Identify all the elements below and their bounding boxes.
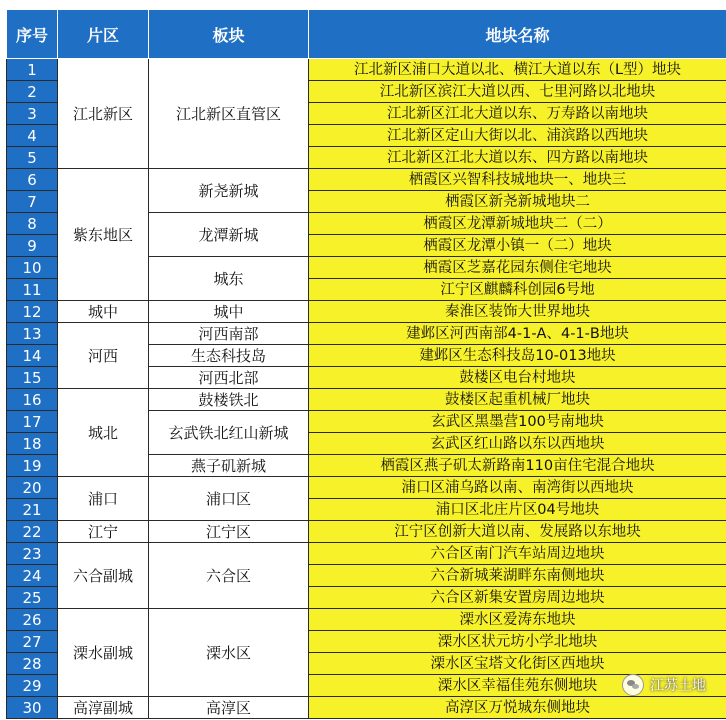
seq-cell: 7 xyxy=(7,191,58,213)
header-area: 片区 xyxy=(58,10,149,59)
parcel-name-cell: 建邺区生态科技岛10-013地块 xyxy=(309,345,726,367)
block-cell: 溧水区 xyxy=(149,609,309,697)
area-cell: 紫东地区 xyxy=(58,169,149,301)
header-seq: 序号 xyxy=(7,10,58,59)
parcel-name-cell: 六合区南门汽车站周边地块 xyxy=(309,543,726,565)
area-cell: 六合副城 xyxy=(58,543,149,609)
block-cell: 新尧新城 xyxy=(149,169,309,213)
parcel-name-cell: 浦口区北庄片区04号地块 xyxy=(309,499,726,521)
area-cell: 高淳副城 xyxy=(58,697,149,719)
parcel-name-cell: 栖霞区龙潭新城地块二（二） xyxy=(309,213,726,235)
seq-cell: 5 xyxy=(7,147,58,169)
parcel-name-cell: 建邺区河西南部4-1-A、4-1-B地块 xyxy=(309,323,726,345)
seq-cell: 11 xyxy=(7,279,58,301)
seq-cell: 30 xyxy=(7,697,58,719)
seq-cell: 19 xyxy=(7,455,58,477)
seq-cell: 4 xyxy=(7,125,58,147)
parcel-name-cell: 栖霞区芝嘉花园东侧住宅地块 xyxy=(309,257,726,279)
block-cell: 城东 xyxy=(149,257,309,301)
block-cell: 六合区 xyxy=(149,543,309,609)
parcel-name-cell: 溧水区幸福佳苑东侧地块 xyxy=(309,675,726,697)
table-row xyxy=(7,543,726,565)
area-cell: 江北新区 xyxy=(58,59,149,169)
parcel-name-cell: 鼓楼区起重机械厂地块 xyxy=(309,389,726,411)
parcel-name-cell: 江北新区江北大道以东、四方路以南地块 xyxy=(309,147,726,169)
parcel-name-cell: 江北新区定山大街以北、浦滨路以西地块 xyxy=(309,125,726,147)
table-body xyxy=(7,59,726,719)
area-cell: 河西 xyxy=(58,323,149,389)
table-row xyxy=(7,609,726,631)
seq-cell: 16 xyxy=(7,389,58,411)
seq-cell: 1 xyxy=(7,59,58,81)
block-cell: 江宁区 xyxy=(149,521,309,543)
seq-cell: 2 xyxy=(7,81,58,103)
block-cell: 燕子矶新城 xyxy=(149,455,309,477)
table-row xyxy=(7,301,726,323)
block-cell: 江北新区直管区 xyxy=(149,59,309,169)
seq-cell: 10 xyxy=(7,257,58,279)
parcel-name-cell: 六合区新集安置房周边地块 xyxy=(309,587,726,609)
seq-cell: 25 xyxy=(7,587,58,609)
block-cell: 龙潭新城 xyxy=(149,213,309,257)
seq-cell: 21 xyxy=(7,499,58,521)
header-parcel-name: 地块名称 xyxy=(309,10,726,59)
seq-cell: 29 xyxy=(7,675,58,697)
land-parcel-table xyxy=(6,9,726,719)
seq-cell: 8 xyxy=(7,213,58,235)
parcel-name-cell: 江北新区浦口大道以北、横江大道以东（L型）地块 xyxy=(309,59,726,81)
seq-cell: 9 xyxy=(7,235,58,257)
area-cell: 城北 xyxy=(58,389,149,477)
seq-cell: 24 xyxy=(7,565,58,587)
seq-cell: 22 xyxy=(7,521,58,543)
block-cell: 鼓楼铁北 xyxy=(149,389,309,411)
block-cell: 玄武铁北红山新城 xyxy=(149,411,309,455)
seq-cell: 27 xyxy=(7,631,58,653)
parcel-name-cell: 栖霞区龙潭小镇一（二）地块 xyxy=(309,235,726,257)
block-cell: 河西南部 xyxy=(149,323,309,345)
table-row xyxy=(7,521,726,543)
parcel-name-cell: 栖霞区兴智科技城地块一、地块三 xyxy=(309,169,726,191)
parcel-name-cell: 玄武区黑墨营100号南地块 xyxy=(309,411,726,433)
parcel-name-cell: 溧水区状元坊小学北地块 xyxy=(309,631,726,653)
wechat-icon xyxy=(622,674,644,696)
table-row xyxy=(7,323,726,345)
block-cell: 生态科技岛 xyxy=(149,345,309,367)
parcel-name-cell: 江宁区麒麟科创园6号地 xyxy=(309,279,726,301)
seq-cell: 6 xyxy=(7,169,58,191)
parcel-name-cell: 秦淮区装饰大世界地块 xyxy=(309,301,726,323)
seq-cell: 3 xyxy=(7,103,58,125)
parcel-name-cell: 鼓楼区电台村地块 xyxy=(309,367,726,389)
seq-cell: 18 xyxy=(7,433,58,455)
block-cell: 高淳区 xyxy=(149,697,309,719)
seq-cell: 20 xyxy=(7,477,58,499)
table-row xyxy=(7,169,726,191)
table-row xyxy=(7,477,726,499)
area-cell: 江宁 xyxy=(58,521,149,543)
parcel-name-cell: 江北新区江北大道以东、万寿路以南地块 xyxy=(309,103,726,125)
watermark-text: 江苏土地 xyxy=(650,678,706,694)
seq-cell: 26 xyxy=(7,609,58,631)
parcel-name-cell: 江北新区滨江大道以西、七里河路以北地块 xyxy=(309,81,726,103)
parcel-name-cell: 玄武区红山路以东以西地块 xyxy=(309,433,726,455)
area-cell: 溧水副城 xyxy=(58,609,149,697)
area-cell: 城中 xyxy=(58,301,149,323)
block-cell: 浦口区 xyxy=(149,477,309,521)
seq-cell: 12 xyxy=(7,301,58,323)
seq-cell: 17 xyxy=(7,411,58,433)
seq-cell: 14 xyxy=(7,345,58,367)
table-header-row xyxy=(7,10,726,59)
table-row xyxy=(7,697,726,719)
block-cell: 城中 xyxy=(149,301,309,323)
seq-cell: 13 xyxy=(7,323,58,345)
parcel-name-cell: 浦口区浦乌路以南、南湾街以西地块 xyxy=(309,477,726,499)
table-row xyxy=(7,389,726,411)
table-row xyxy=(7,59,726,81)
parcel-name-cell: 江宁区创新大道以南、发展路以东地块 xyxy=(309,521,726,543)
parcel-name-cell: 六合新城莱湖畔东南侧地块 xyxy=(309,565,726,587)
seq-cell: 15 xyxy=(7,367,58,389)
parcel-name-cell: 栖霞区新尧新城地块二 xyxy=(309,191,726,213)
header-block: 板块 xyxy=(149,10,309,59)
seq-cell: 28 xyxy=(7,653,58,675)
parcel-name-cell: 溧水区宝塔文化街区西地块 xyxy=(309,653,726,675)
area-cell: 浦口 xyxy=(58,477,149,521)
parcel-name-cell: 溧水区爱涛东地块 xyxy=(309,609,726,631)
parcel-name-cell: 高淳区万悦城东侧地块 xyxy=(309,697,726,719)
block-cell: 河西北部 xyxy=(149,367,309,389)
watermark xyxy=(622,674,706,696)
seq-cell: 23 xyxy=(7,543,58,565)
parcel-name-cell: 栖霞区燕子矶太新路南110亩住宅混合地块 xyxy=(309,455,726,477)
